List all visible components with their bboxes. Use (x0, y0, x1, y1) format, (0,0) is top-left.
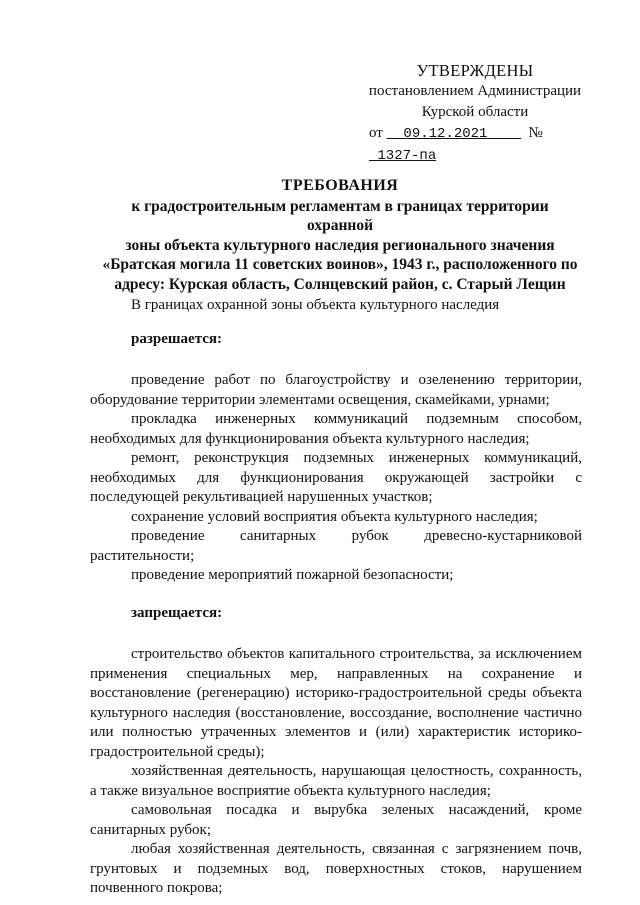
list-item: строительство объектов капитального строительства, за исключением применения специальных мер, направленных на сохранение и восстановление (регенерацию) историко-градостроительной среды объекта культурного наследия (восстановление, воссоздание, восполнение частично или полностью утраченных элементов и (или) характеристик историко-градостроительной среды); (90, 646, 582, 760)
list-item: любая хозяйственная деятельность, связанная с загрязнением почв, грунтовых и подземных вод, поверхностных стоков, нарушением почвенного покрова; (90, 841, 582, 896)
document-body (90, 296, 582, 899)
approval-title: УТВЕРЖДЕНЫ (416, 61, 534, 80)
list-item: проведение санитарных рубок древесно-кустарниковой растительности; (90, 528, 582, 564)
list-item: прокладка инженерных коммуникаций подземным способом, необходимых для функционирования объекта культурного наследия; (90, 411, 582, 447)
allowed-list (90, 371, 582, 586)
approval-date-line (355, 123, 595, 167)
title-heading: ТРЕБОВАНИЯ (281, 177, 399, 194)
allowed-heading: разрешается: (131, 330, 223, 347)
title-line-2: зоны объекта культурного наследия регионального значения (125, 236, 555, 254)
intro-paragraph: В границах охранной зоны объекта культурного наследия (131, 297, 500, 313)
list-item: самовольная посадка и вырубка зеленых насаждений, кроме санитарных рубок; (90, 802, 582, 838)
forbidden-heading: запрещается: (131, 604, 223, 621)
approval-date: 09.12.2021 (403, 126, 488, 142)
document-title (100, 176, 580, 294)
title-line-1: к градостроительным регламентам в границах территории охранной (131, 197, 549, 234)
number-prefix: № (528, 125, 543, 141)
list-item: хозяйственная деятельность, нарушающая целостность, сохранность, а также визуальное восприятие объекта культурного наследия; (90, 763, 582, 799)
forbidden-list (90, 645, 582, 899)
list-item: проведение работ по благоустройству и озеленению территории, оборудование территории элементами освещения, скамейками, урнами; (90, 372, 582, 408)
approval-block (355, 60, 595, 167)
title-line-3: «Братская могила 11 советских воинов», 1943 г., расположенного по (102, 256, 578, 273)
title-line-4: адресу: Курская область, Солнцевский район, с. Старый Лещин (114, 275, 566, 293)
list-item: ремонт, реконструкция подземных инженерных коммуникаций, необходимых для функционирования окружающей застройки с последующей рекультивацией нарушенных участков; (90, 450, 582, 505)
approval-number: 1327-па (377, 148, 437, 164)
list-item: сохранение условий восприятия объекта культурного наследия; (131, 508, 538, 525)
approval-line-1: постановлением Администрации (368, 83, 582, 99)
approval-line-2: Курской области (421, 104, 529, 120)
list-item: проведение мероприятий пожарной безопасности; (131, 567, 454, 583)
date-prefix: от (369, 125, 383, 141)
